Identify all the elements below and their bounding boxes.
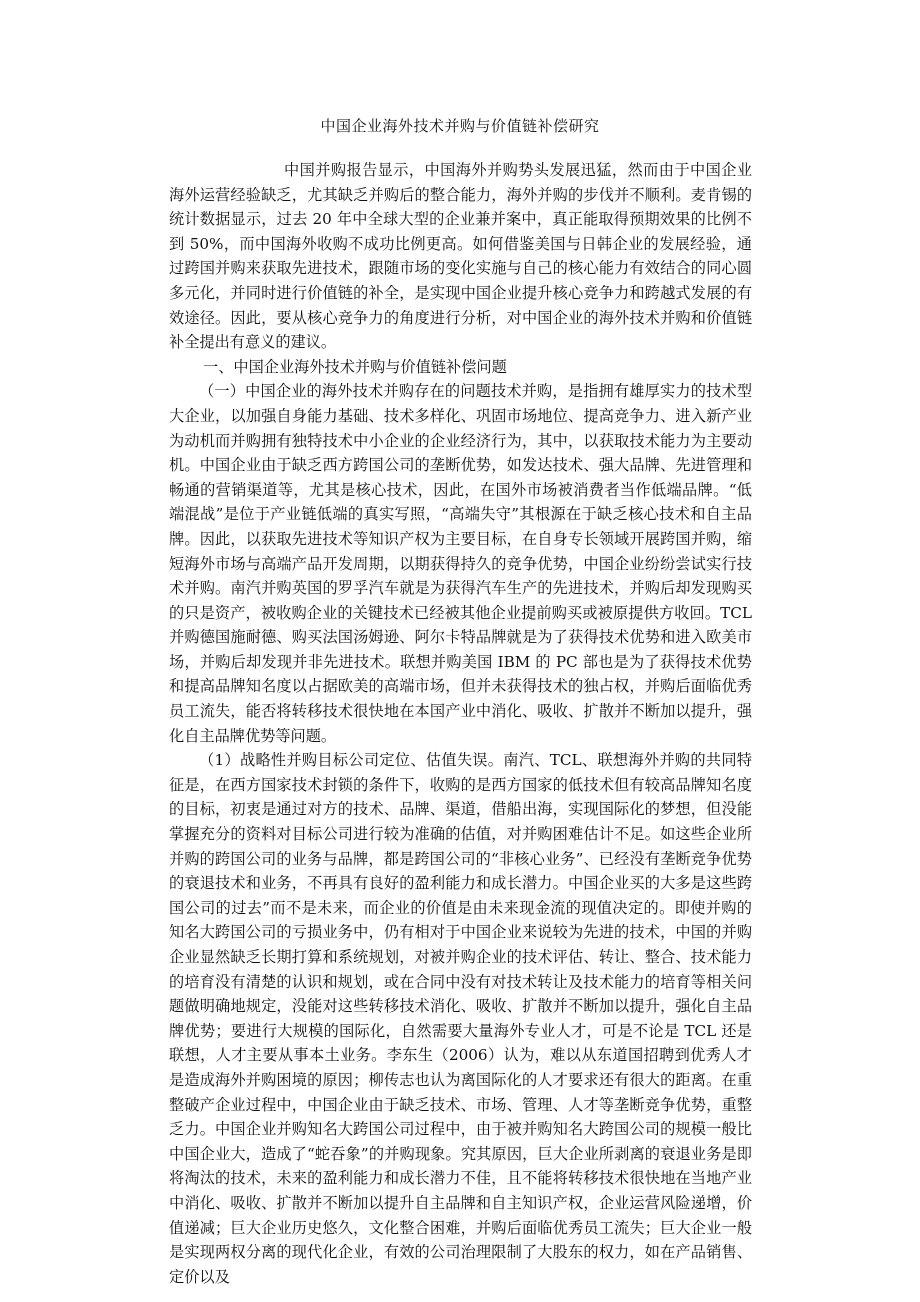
document-body [169,158,752,1289]
subsection-paragraph: （一）中国企业的海外技术并购存在的问题技术并购，是指拥有雄厚实力的技术型大企业，以加强自身能力基础、技术多样化、巩固市场地位、提高竞争力、进入新产业为动机而并购拥有独特技术中小企业的企业经济行为，其中，以获取技术能力为主要动机。中国企业由于缺乏西方跨国公司的垄断优势，如发达技术、强大品牌、先进管理和畅通的营销渠道等，尤其是核心技术，因此，在国外市场被消费者当作低端品牌。“低端混战”是位于产业链低端的真实写照，“高端失守”其根源在于缺乏核心技术和自主品牌。因此，以获取先进技术等知识产权为主要目标，在自身专长领域开展跨国并购，缩短海外市场与高端产品开发周期，以期获得持久的竞争优势，中国企业纷纷尝试实行技术并购。南汽并购英国的罗孚汽车就是为获得汽车生产的先进技术，并购后却发现购买的只是资产，被收购企业的关键技术已经被其他企业提前购买或被原提供方收回。TCL 并购德国施耐德、购买法国汤姆逊、阿尔卡特品牌就是为了获得技术优势和进入欧美市场，并购后却发现并非先进技术。联想并购美国 IBM 的 PC 部也是为了获得技术优势和提高品牌知名度以占据欧美的高端市场，但并未获得技术的独占权，并购后面临优秀员工流失，能否将转移技术很快地在本国产业中消化、吸收、扩散并不断加以提升，强化自主品牌优势等问题。 [169,382,752,745]
intro-paragraph: 中国并购报告显示，中国海外并购势头发展迅猛，然而由于中国企业海外运营经验缺乏，尤其缺乏并购后的整合能力，海外并购的步伐并不顺利。麦肯锡的统计数据显示，过去 20 年中全球大型的企业兼并案中，真正能取得预期效果的比例不到 50%，而中国海外收购不成功比例更高。如何借鉴美国与日韩企业的发展经验，通过跨国并购来获取先进技术，跟随市场的变化实施与自己的核心能力有效结合的同心圆多元化，并同时进行价值链的补全，是实现中国企业提升核心竞争力和跨越式发展的有效途径。因此，要从核心竞争力的角度进行分析，对中国企业的海外技术并购和价值链补全提出有意义的建议。 [169,161,752,352]
section-heading: 一、中国企业海外技术并购与价值链补偿问题 [203,357,507,376]
point-paragraph: （1）战略性并购目标公司定位、估值失误。南汽、TCL、联想海外并购的共同特征是，在西方国家技术封锁的条件下，收购的是西方国家的低技术但有较高品牌知名度的目标，初衷是通过对方的技术、品牌、渠道，借船出海，实现国际化的梦想，但没能掌握充分的资料对目标公司进行较为准确的估值，对并购困难估计不足。如这些企业所并购的跨国公司的业务与品牌，都是跨国公司的“非核心业务”、已经没有垄断竞争优势的衰退技术和业务，不再具有良好的盈利能力和成长潜力。中国企业买的大多是这些跨国公司的过去”而不是未来，而企业的价值是由未来现金流的现值决定的。即使并购的知名大跨国公司的亏损业务中，仍有相对于中国企业来说较为先进的技术，中国的并购企业显然缺乏长期打算和系统规划，对被并购企业的技术评估、转让、整合、技术能力的培育没有清楚的认识和规划，或在合同中没有对技术转让及技术能力的培育等相关问题做明确地规定，没能对这些转移技术消化、吸收、扩散并不断加以提升，强化自主品牌优势；要进行大规模的国际化，自然需要大量海外专业人才，可是不论是 TCL 还是联想，人才主要从事本土业务。李东生（2006）认为，难以从东道国招聘到优秀人才是造成海外并购困境的原因；柳传志也认为离国际化的人才要求还有很大的距离。在重整破产企业过程中，中国企业由于缺乏技术、市场、管理、人才等垄断竞争优势，重整乏力。中国企业并购知名大跨国公司过程中，由于被并购知名大跨国公司的规模一般比中国企业大，造成了“蛇吞象”的并购现象。究其原因，巨大企业所剥离的衰退业务是即将淘汰的技术，未来的盈利能力和成长潜力不佳，且不能将转移技术很快地在当地产业中消化、吸收、扩散并不断加以提升自主品牌和自主知识产权，企业运营风险递增，价值递减；巨大企业历史悠久，文化整合困难，并购后面临优秀员工流失；巨大企业一般是实现两权分离的现代化企业，有效的公司治理限制了大股东的权力，如在产品销售、定价以及 [169,751,752,1286]
document-title: 中国企业海外技术并购与价值链补偿研究 [320,117,600,135]
